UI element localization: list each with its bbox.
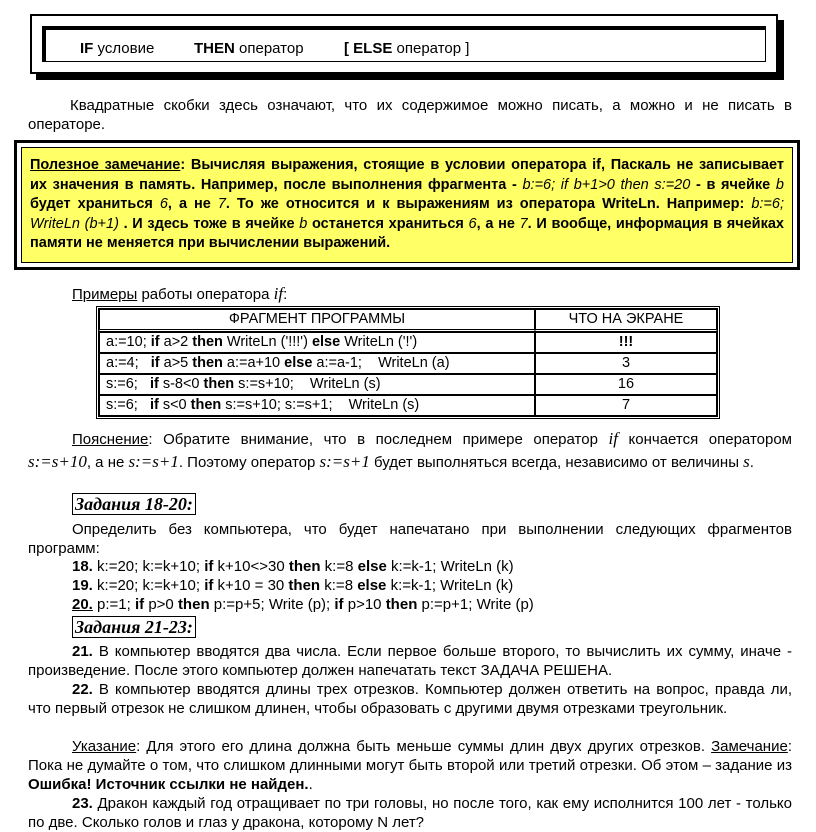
table-cell-output: !!! xyxy=(535,332,717,353)
syntax-then: THEN оператор xyxy=(194,40,304,57)
table-cell-output: 7 xyxy=(535,395,717,416)
table-header-row xyxy=(99,309,717,332)
task-19: 19. k:=20; k:=k+10; if k+10 = 30 then k:=8 else k:=k-1; WriteLn (k) xyxy=(72,577,514,594)
table-cell-output: 16 xyxy=(535,374,717,395)
table-cell-code: s:=6; if s-8<0 then s:=s+10; WriteLn (s) xyxy=(99,374,535,395)
task-22-hint: Указание: Для этого его длина должна быть меньше суммы длин двух других отрезков. Замечание: Пока не думайте о том, что слишком длинными могут быть второй или третий отрезки. Об этом – задание из Ошибка! Источник ссылки не найден.. xyxy=(28,738,792,793)
table-cell-code: a:=10; if a>2 then WriteLn ('!!!') else WriteLn ('!') xyxy=(99,332,535,353)
task-21: 21. В компьютер вводятся два числа. Если первое больше второго, то вычислить их сумму, иначе - произведение. После этого компьютер должен напечатать текст ЗАДАЧА РЕШЕНА. xyxy=(28,643,792,679)
task-20: 20. p:=1; if p>0 then p:=p+5; Write (p); if p>10 then p:=p+1; Write (p) xyxy=(72,596,534,613)
task-23: 23. Дракон каждый год отращивает по три головы, но после того, как ему исполнится 100 лет - только по две. Сколько голов и глаз у дракона, которому N лет? xyxy=(28,795,792,831)
table-cell-code: s:=6; if s<0 then s:=s+10; s:=s+1; WriteLn (s) xyxy=(99,395,535,416)
tasks-21-23-title: Задания 21-23: xyxy=(72,617,196,638)
syntax-box xyxy=(30,14,778,74)
task-18: 18. k:=20; k:=k+10; if k+10<>30 then k:=8 else k:=k-1; WriteLn (k) xyxy=(72,558,514,575)
table-cell-output: 3 xyxy=(535,353,717,374)
table-header-output: ЧТО НА ЭКРАНЕ xyxy=(535,309,717,332)
intro-paragraph: Квадратные скобки здесь означают, что их содержимое можно писать, а можно и не писать в операторе. xyxy=(28,97,792,133)
useful-note-text: Полезное замечание: Вычисляя выражения, стоящие в условии оператора if, Паскаль не записывает их значения в память. Например, после выполнения фрагмента - b:=6; if b+1>0 then s:=20 - в ячейке b будет храниться 6, а не 7. То же относится и к выражениям из оператора WriteLn. Например: b:=6; WriteLn (b+1) . И здесь тоже в ячейке b останется храниться 6, а не 7. И вообще, информация в ячейках памяти не меняется при вычислении выражений. xyxy=(21,147,793,263)
task-22: 22. В компьютер вводятся длины трех отрезков. Компьютер должен ответить на вопрос, правда ли, что первый отрезок не слишком длинен, чтобы образовать с другими двумя отрезками треугольник. xyxy=(28,681,792,717)
table-row xyxy=(99,353,717,374)
syntax-else: [ ELSE оператор ] xyxy=(344,40,470,57)
table-row xyxy=(99,374,717,395)
syntax-if: IF условие xyxy=(80,40,155,57)
table-row xyxy=(99,395,717,416)
useful-note-box xyxy=(14,140,800,270)
table-cell-code: a:=4; if a>5 then a:=a+10 else a:=a-1; WriteLn (a) xyxy=(99,353,535,374)
tasks-18-20-intro: Определить без компьютера, что будет напечатано при выполнении следующих фрагментов программ: xyxy=(28,521,792,557)
examples-table xyxy=(96,306,720,419)
explanation-paragraph: Пояснение: Обратите внимание, что в последнем примере оператор if кончается оператором s:=s+10, а не s:=s+1. Поэтому оператор s:=s+1 будет выполняться всегда, независимо от величины s. xyxy=(28,429,792,471)
syntax-box-inner xyxy=(42,26,766,62)
examples-label: Примеры работы оператора if: xyxy=(72,284,288,303)
table-row xyxy=(99,332,717,353)
tasks-18-20-title: Задания 18-20: xyxy=(72,494,196,515)
table-header-fragment: ФРАГМЕНТ ПРОГРАММЫ xyxy=(99,309,535,332)
